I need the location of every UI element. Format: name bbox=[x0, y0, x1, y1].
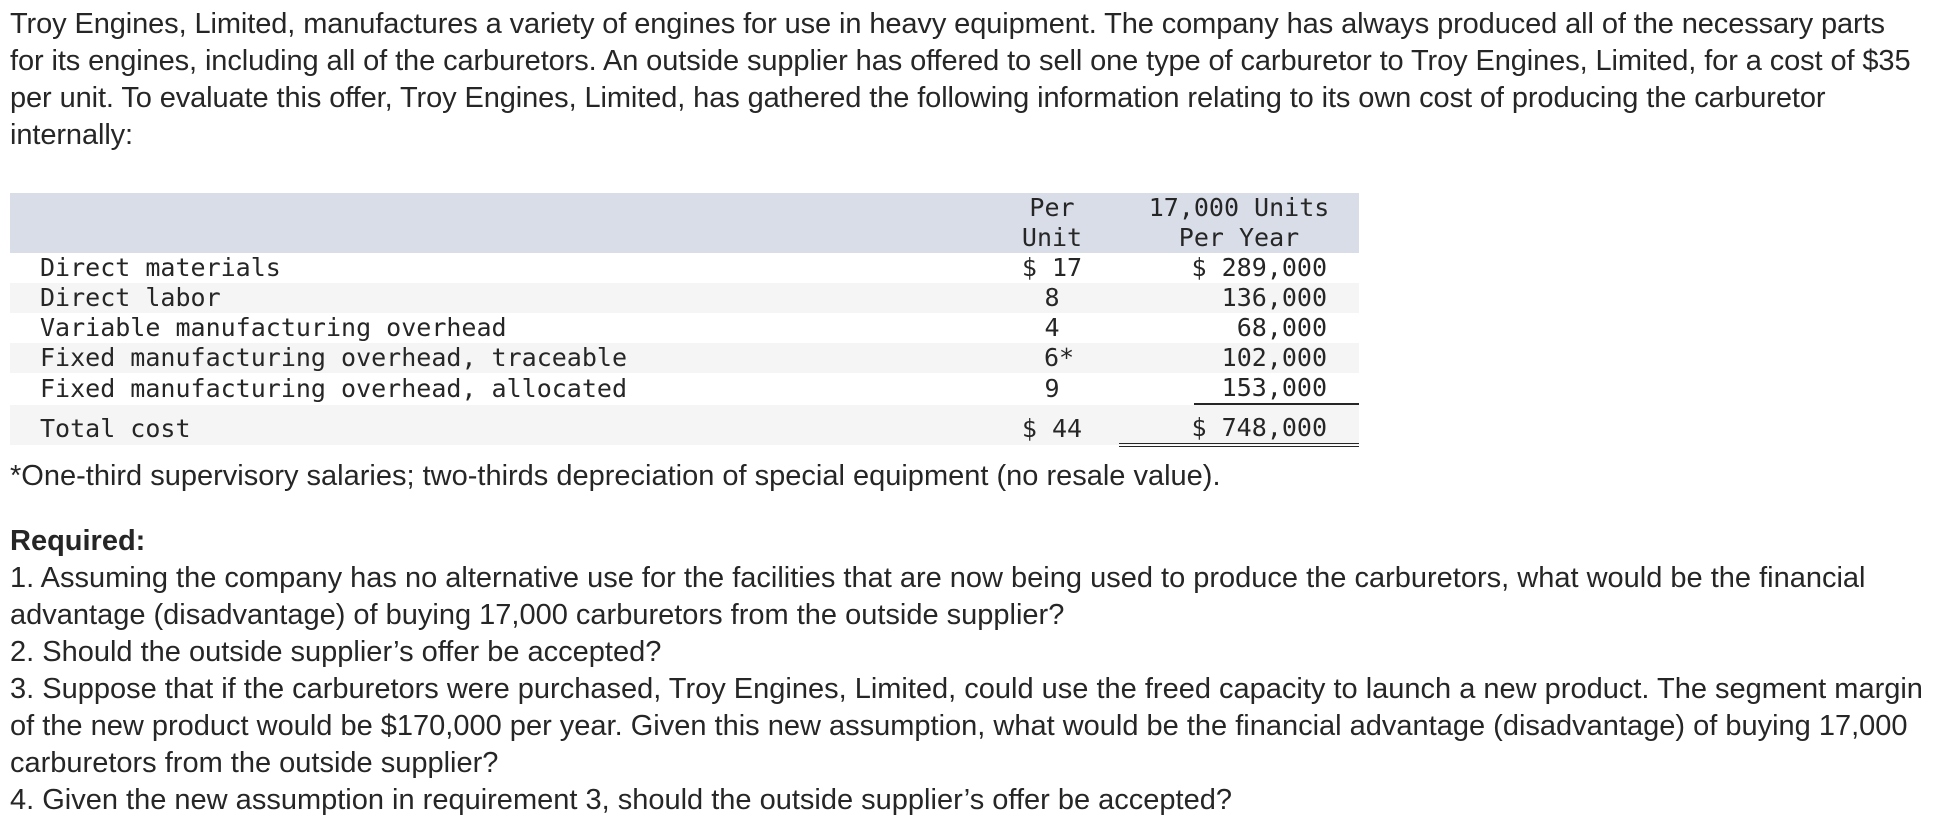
table-row bbox=[10, 253, 1359, 283]
row-per-unit: 6* bbox=[985, 343, 1119, 373]
row-per-year: 68,000 bbox=[1236, 313, 1327, 342]
footnote: *One-third supervisory salaries; two-thirds depreciation of special equipment (no resale value). bbox=[10, 460, 1221, 492]
row-per-year: 136,000 bbox=[1119, 283, 1359, 313]
required-item-4: 4. Given the new assumption in requirement 3, should the outside supplier’s offer be accepted? bbox=[10, 784, 1232, 816]
row-label: Fixed manufacturing overhead, allocated bbox=[40, 374, 627, 403]
required-item-2: 2. Should the outside supplier’s offer be accepted? bbox=[10, 636, 662, 668]
header-per-unit bbox=[985, 193, 1119, 253]
row-per-year: $ 289,000 bbox=[1191, 253, 1327, 282]
table-header-row bbox=[10, 193, 1359, 253]
required-section bbox=[10, 523, 1925, 819]
required-item-1: 1. Assuming the company has no alternative use for the facilities that are now being used to produce the carburetors, what would be the financial advantage (disadvantage) of buying 17,000 carburetors from the outside supplier? bbox=[10, 562, 1866, 631]
row-per-unit: 4 bbox=[1044, 313, 1060, 342]
table-row bbox=[10, 373, 1359, 405]
row-label: Variable manufacturing overhead bbox=[40, 313, 507, 342]
row-label: Fixed manufacturing overhead, traceable bbox=[10, 343, 985, 373]
table-total-row bbox=[10, 405, 1359, 445]
table-row bbox=[10, 343, 1359, 373]
header-per-year-line1: 17,000 Units bbox=[1148, 193, 1330, 222]
total-per-year: $ 748,000 bbox=[1119, 405, 1359, 445]
row-per-unit: 8 bbox=[985, 283, 1119, 313]
intro-paragraph: Troy Engines, Limited, manufactures a variety of engines for use in heavy equipment. The company has always produced all of the necessary parts for its engines, including all of the carburetors. An outside supplier has offered to sell one type of carburetor to Troy Engines, Limited, for a cost of $35 per unit. To evaluate this offer, Troy Engines, Limited, has gathered the following information relating to its own cost of producing the carburetor internally: bbox=[10, 8, 1911, 151]
header-per-unit-line1: Per bbox=[1029, 193, 1075, 222]
table-row bbox=[10, 313, 1359, 343]
total-label: Total cost bbox=[10, 405, 985, 445]
row-label: Direct labor bbox=[10, 283, 985, 313]
header-per-year-line2: Per Year bbox=[1178, 223, 1300, 252]
total-per-unit: $ 44 bbox=[985, 405, 1119, 445]
header-per-unit-line2: Unit bbox=[1021, 223, 1083, 252]
row-per-unit: $ 17 bbox=[1021, 253, 1083, 282]
row-per-unit: 9 bbox=[1044, 374, 1060, 403]
required-heading: Required: bbox=[10, 525, 146, 557]
row-per-year: 153,000 bbox=[1119, 373, 1359, 405]
row-per-year: 102,000 bbox=[1119, 343, 1359, 373]
header-per-year bbox=[1119, 193, 1359, 253]
row-label: Direct materials bbox=[40, 253, 281, 282]
cost-table bbox=[10, 193, 1359, 447]
table-row bbox=[10, 283, 1359, 313]
header-label-cell bbox=[10, 193, 985, 253]
required-item-3: 3. Suppose that if the carburetors were purchased, Troy Engines, Limited, could use the freed capacity to launch a new product. The segment margin of the new product would be $170,000 per year. Given this new assumption, what would be the financial advantage (disadvantage) of buying 17,000 carburetors from the outside supplier? bbox=[10, 673, 1923, 779]
problem-page bbox=[10, 6, 1930, 816]
